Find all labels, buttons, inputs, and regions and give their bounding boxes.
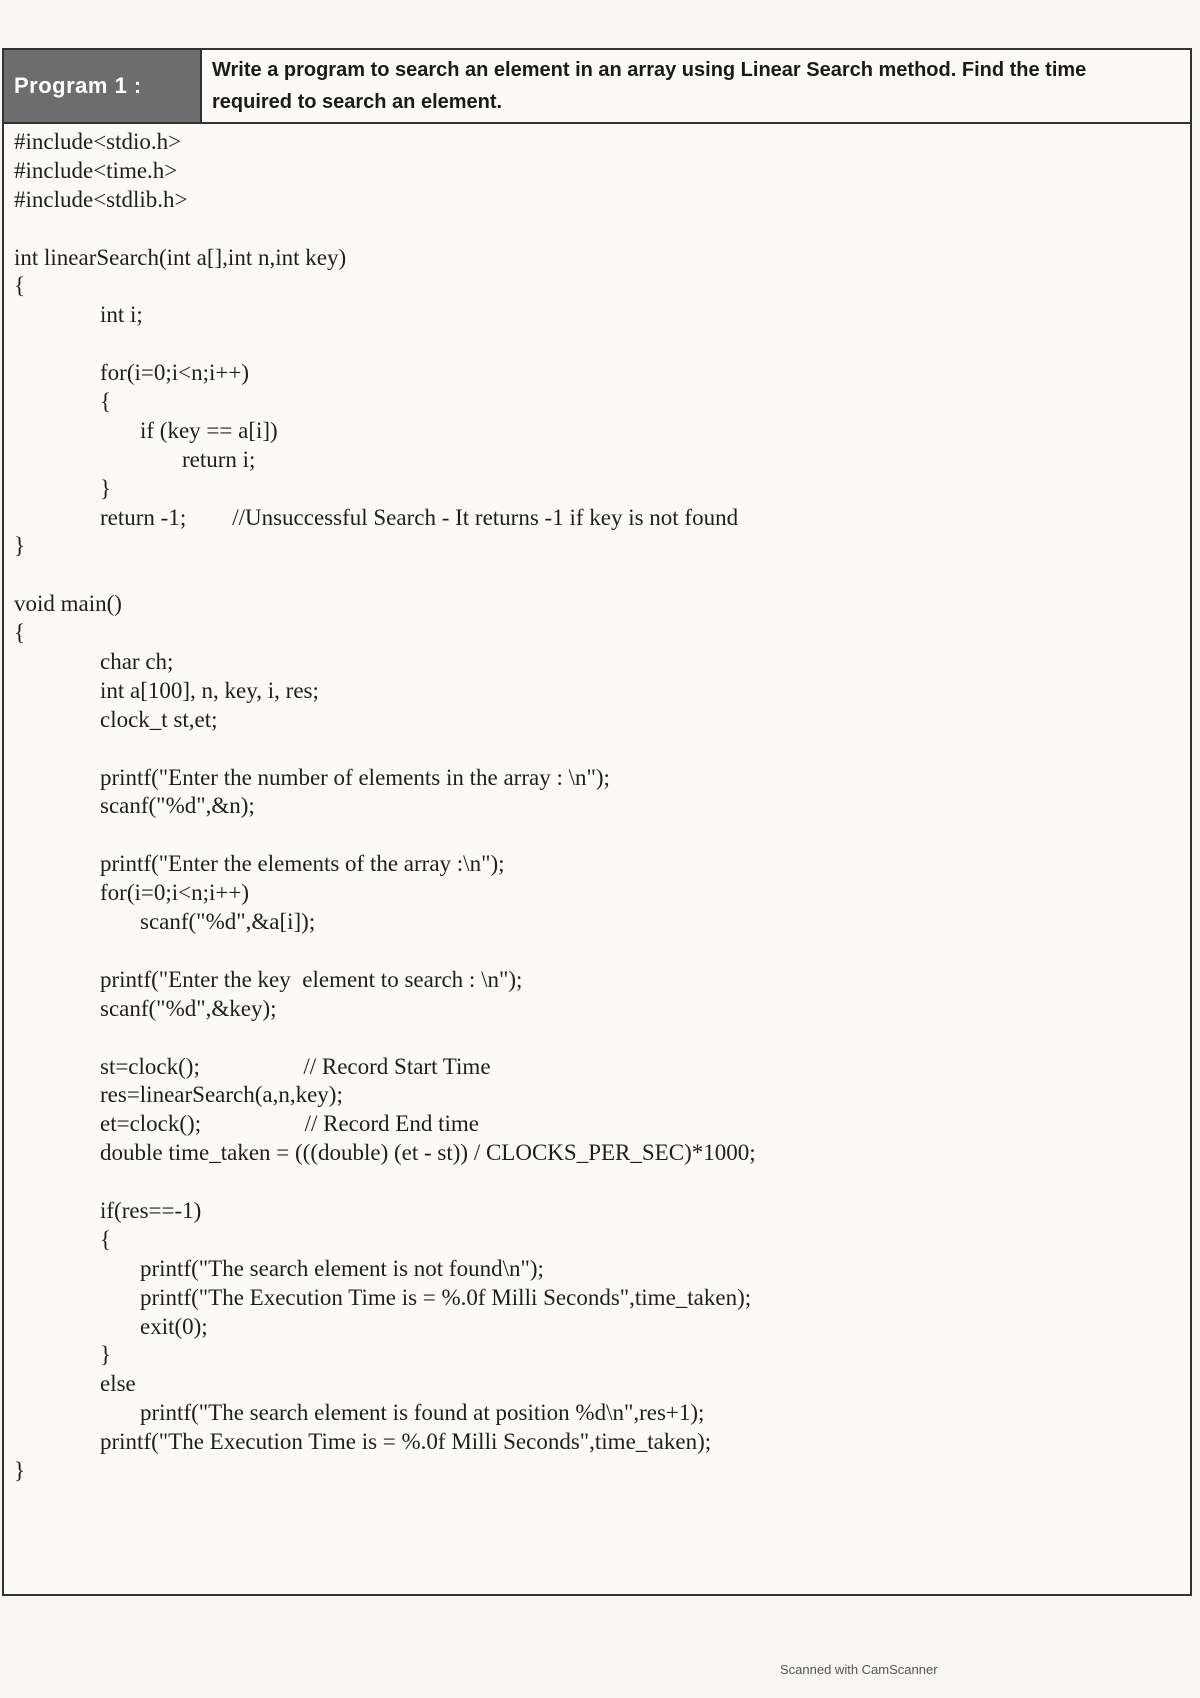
code-line: scanf("%d",&key); <box>100 995 277 1021</box>
code-line: } <box>100 1342 112 1368</box>
code-line: res=linearSearch(a,n,key); <box>100 1082 343 1108</box>
code-line <box>14 735 1174 764</box>
code-line: printf("The Execution Time is = %.0f Milli Seconds",time_taken); <box>140 1284 752 1310</box>
code-line: } <box>100 475 112 501</box>
code-line: #include<stdlib.h> <box>14 186 188 212</box>
code-line: else <box>100 1371 136 1397</box>
code-line: clock_t st,et; <box>100 706 218 732</box>
code-line: scanf("%d",&a[i]); <box>140 909 316 935</box>
code-line: st=clock(); // Record Start Time <box>100 1053 491 1079</box>
code-line <box>14 1024 1174 1053</box>
code-line: return i; <box>182 446 256 472</box>
code-line <box>14 561 1174 590</box>
code-line: printf("The Execution Time is = %.0f Milli Seconds",time_taken); <box>100 1429 712 1455</box>
code-line: int linearSearch(int a[],int n,int key) <box>14 244 347 270</box>
code-line <box>14 215 1174 244</box>
code-line: printf("Enter the elements of the array :\n"); <box>100 851 505 877</box>
code-line: if (key == a[i]) <box>140 417 278 443</box>
code-line: printf("Enter the key element to search : \n"); <box>100 966 523 992</box>
code-line: printf("The search element is not found\n"); <box>140 1255 544 1281</box>
code-line: int i; <box>100 302 143 328</box>
program-label: Program 1 : <box>4 50 200 122</box>
code-line: for(i=0;i<n;i++) <box>100 880 249 906</box>
code-line: char ch; <box>100 649 174 675</box>
code-line: #include<time.h> <box>14 157 178 183</box>
code-line <box>14 821 1174 850</box>
code-line: { <box>100 389 112 415</box>
program-header <box>4 50 1190 124</box>
code-line: void main() <box>14 591 122 617</box>
code-line: if(res==-1) <box>100 1197 202 1223</box>
program-question <box>200 50 1190 122</box>
code-line <box>14 1168 1174 1197</box>
code-line: scanf("%d",&n); <box>100 793 255 819</box>
question-line-1: Write a program to search an element in an array using Linear Search method. Find the time <box>212 59 1087 81</box>
code-listing <box>14 128 1174 1486</box>
question-line-2: required to search an element. <box>212 91 503 113</box>
code-line: { <box>14 620 26 646</box>
program-frame <box>2 48 1192 1596</box>
code-line: { <box>100 1226 112 1252</box>
code-line: return -1; //Unsuccessful Search - It returns -1 if key is not found <box>100 504 739 530</box>
code-line: double time_taken = (((double) (et - st)) / CLOCKS_PER_SEC)*1000; <box>100 1140 756 1166</box>
code-line: } <box>14 1457 26 1483</box>
code-line: for(i=0;i<n;i++) <box>100 360 249 386</box>
code-line: { <box>14 273 26 299</box>
code-line: et=clock(); // Record End time <box>100 1111 479 1137</box>
code-line: exit(0); <box>140 1313 208 1339</box>
scanner-watermark: Scanned with CamScanner <box>780 1662 938 1677</box>
code-line: } <box>14 533 26 559</box>
code-line <box>14 937 1174 966</box>
code-line: int a[100], n, key, i, res; <box>100 677 319 703</box>
code-line: printf("The search element is found at position %d\n",res+1); <box>140 1400 705 1426</box>
code-line <box>14 330 1174 359</box>
code-line: printf("Enter the number of elements in the array : \n"); <box>100 764 610 790</box>
code-line: #include<stdio.h> <box>14 129 182 154</box>
